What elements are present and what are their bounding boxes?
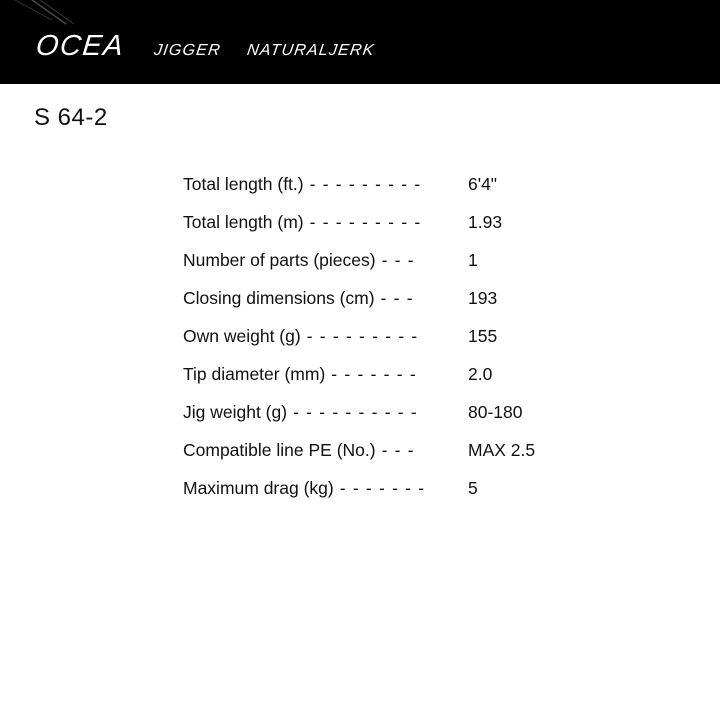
logo-primary-text: OCEA [34, 30, 126, 62]
spec-value: 155 [468, 326, 498, 346]
table-row [183, 326, 623, 364]
spec-label-cell [183, 326, 468, 347]
spec-leader: - - - - - - - [339, 478, 426, 498]
table-row [183, 212, 623, 250]
spec-label-cell [183, 250, 468, 271]
spec-leader: - - - - - - - - - [309, 212, 422, 232]
table-row [183, 440, 623, 478]
spec-leader: - - - [381, 250, 415, 270]
brand-logo [36, 30, 375, 63]
spec-label: Number of parts (pieces) [183, 250, 376, 270]
spec-label: Total length (m) [183, 212, 304, 232]
header-banner [0, 0, 720, 84]
spec-label: Total length (ft.) [183, 174, 304, 194]
spec-label: Tip diameter (mm) [183, 364, 326, 384]
spec-label-cell [183, 212, 468, 233]
spec-label-cell [183, 288, 468, 309]
spec-label: Closing dimensions (cm) [183, 288, 375, 308]
spec-value: 80-180 [468, 402, 523, 422]
spec-value: 6'4" [468, 174, 498, 194]
spec-leader: - - - - - - - [331, 364, 417, 384]
table-row [183, 250, 623, 288]
spec-leader: - - - - - - - - - - [293, 402, 418, 422]
spec-value: MAX 2.5 [468, 440, 536, 460]
table-row [183, 364, 623, 402]
spec-label: Compatible line PE (No.) [183, 440, 376, 460]
spec-table [183, 174, 623, 516]
spec-leader: - - - - - - - - - [306, 326, 419, 346]
spec-label-cell [183, 364, 468, 385]
spec-value: 1.93 [468, 212, 503, 232]
spec-label: Maximum drag (kg) [183, 478, 334, 498]
spec-leader: - - - [381, 440, 415, 460]
spec-label-cell [183, 478, 468, 499]
spec-label-cell [183, 440, 468, 461]
table-row [183, 478, 623, 516]
spec-label-cell [183, 402, 468, 423]
spec-label: Own weight (g) [183, 326, 301, 346]
logo-tertiary-text: NATURALJERK [245, 42, 376, 59]
spec-value: 2.0 [468, 364, 493, 384]
logo-secondary-text: JIGGER [153, 42, 223, 59]
spec-label: Jig weight (g) [183, 402, 288, 422]
table-row [183, 288, 623, 326]
spec-value: 5 [468, 478, 478, 498]
spec-label-cell [183, 174, 468, 195]
spec-leader: - - - - - - - - - [309, 174, 422, 194]
spec-leader: - - - [380, 288, 414, 308]
page-title: S 64-2 [34, 104, 108, 131]
table-row [183, 402, 623, 440]
spec-value: 193 [468, 288, 498, 308]
spec-value: 1 [468, 250, 478, 270]
table-row [183, 174, 623, 212]
